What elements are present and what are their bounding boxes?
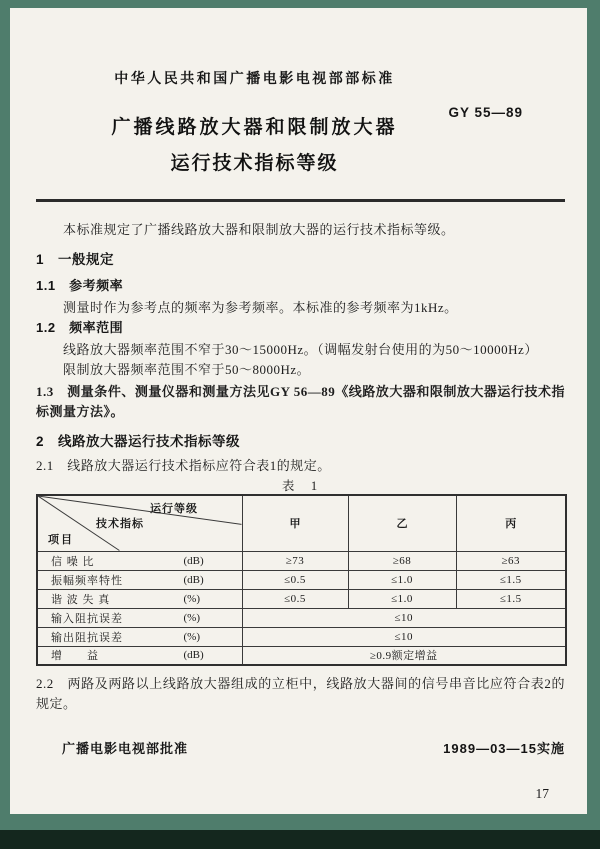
section-1-2-heading: 1.2 频率范围 (36, 320, 124, 335)
document-title-line1: 广播线路放大器和限制放大器 (111, 117, 398, 138)
indicator-unit: (dB) (183, 554, 204, 567)
grade-value: ≤1.5 (456, 570, 566, 589)
indicator-name: 信 噪 比 (51, 555, 95, 568)
grade-header-yi: 乙 (348, 495, 456, 551)
grade-value: ≤1.0 (348, 570, 456, 589)
standard-number: GY 55—89 (448, 105, 523, 120)
indicator-name: 振幅频率特性 (51, 574, 123, 587)
grade-value: ≤1.0 (348, 589, 456, 608)
grade-value: ≤0.5 (242, 570, 348, 589)
table-row-harmonic-distortion (37, 589, 566, 608)
table-row-snr (37, 551, 566, 570)
effective-date: 1989—03—15实施 (443, 741, 565, 756)
indicator-name: 输入阻抗误差 (51, 612, 123, 625)
standard-authority-line: 中华人民共和国广播电影电视部部标准 (114, 70, 395, 86)
header-divider-rule (36, 199, 565, 202)
indicator-unit: (dB) (183, 573, 204, 586)
section-1-1-heading: 1.1 参考频率 (36, 278, 124, 293)
indicator-unit: (%) (183, 630, 200, 643)
intro-paragraph: 本标准规定了广播线路放大器和限制放大器的运行技术指标等级。 (63, 222, 455, 237)
table-row-output-impedance (37, 627, 566, 646)
spec-table (36, 494, 567, 666)
grade-value-merged: ≤10 (242, 627, 566, 646)
grade-value: ≤0.5 (242, 589, 348, 608)
table-row-amplitude-frequency (37, 570, 566, 589)
document-title-line2: 运行技术指标等级 (170, 153, 339, 174)
section-2-1-text: 2.1 线路放大器运行技术指标应符合表1的规定。 (36, 458, 331, 473)
section-1-2-text-2: 限制放大器频率范围不窄于50～8000Hz。 (63, 362, 311, 377)
diagonal-header-cell (37, 495, 242, 551)
grade-value-merged: ≤10 (242, 608, 566, 627)
section-1-2-text-1: 线路放大器频率范围不窄于30～15000Hz。（调幅发射台使用的为50～10000Hz） (63, 342, 538, 357)
section-1-heading: 1 一般规定 (36, 252, 115, 267)
scan-bottom-shadow (0, 830, 600, 849)
grade-value: ≥68 (348, 551, 456, 570)
grade-value: ≥63 (456, 551, 566, 570)
grade-header-jia: 甲 (242, 495, 348, 551)
section-2-2-text: 2.2 两路及两路以上线路放大器组成的立柜中，线路放大器间的信号串音比应符合表2的规定。 (36, 676, 565, 711)
indicator-name: 输出阻抗误差 (51, 631, 123, 644)
approval-authority: 广播电影电视部批准 (62, 741, 189, 756)
section-1-1-text: 测量时作为参考点的频率为参考频率。本标准的参考频率为1kHz。 (63, 300, 458, 315)
section-2-heading: 2 线路放大器运行技术指标等级 (36, 434, 241, 449)
grade-header-bing: 丙 (456, 495, 566, 551)
table-row-input-impedance (37, 608, 566, 627)
document-page (10, 8, 587, 814)
indicator-unit: (%) (183, 592, 200, 605)
indicator-unit: (%) (183, 611, 200, 624)
corner-label-indicator: 技术指标 (96, 518, 144, 530)
corner-label-item: 项目 (48, 533, 74, 546)
indicator-name: 增 益 (51, 650, 99, 663)
document-body (10, 220, 587, 714)
grade-value-merged: ≥0.9额定增益 (242, 646, 566, 665)
section-1-3-text: 1.3 测量条件、测量仪器和测量方法见GY 56—89《线路放大器和限制放大器运行技术指标测量方法》。 (36, 384, 565, 419)
table-row-gain (37, 646, 566, 665)
table-caption: 表 1 (281, 479, 320, 493)
document-footer (10, 738, 587, 757)
indicator-name: 谐 波 失 真 (51, 593, 111, 606)
grade-value: ≥73 (242, 551, 348, 570)
table-header-row (37, 495, 566, 551)
indicator-unit: (dB) (183, 649, 204, 662)
corner-label-grade: 运行等级 (150, 503, 198, 515)
page-number: 17 (535, 786, 549, 801)
grade-value: ≤1.5 (456, 589, 566, 608)
